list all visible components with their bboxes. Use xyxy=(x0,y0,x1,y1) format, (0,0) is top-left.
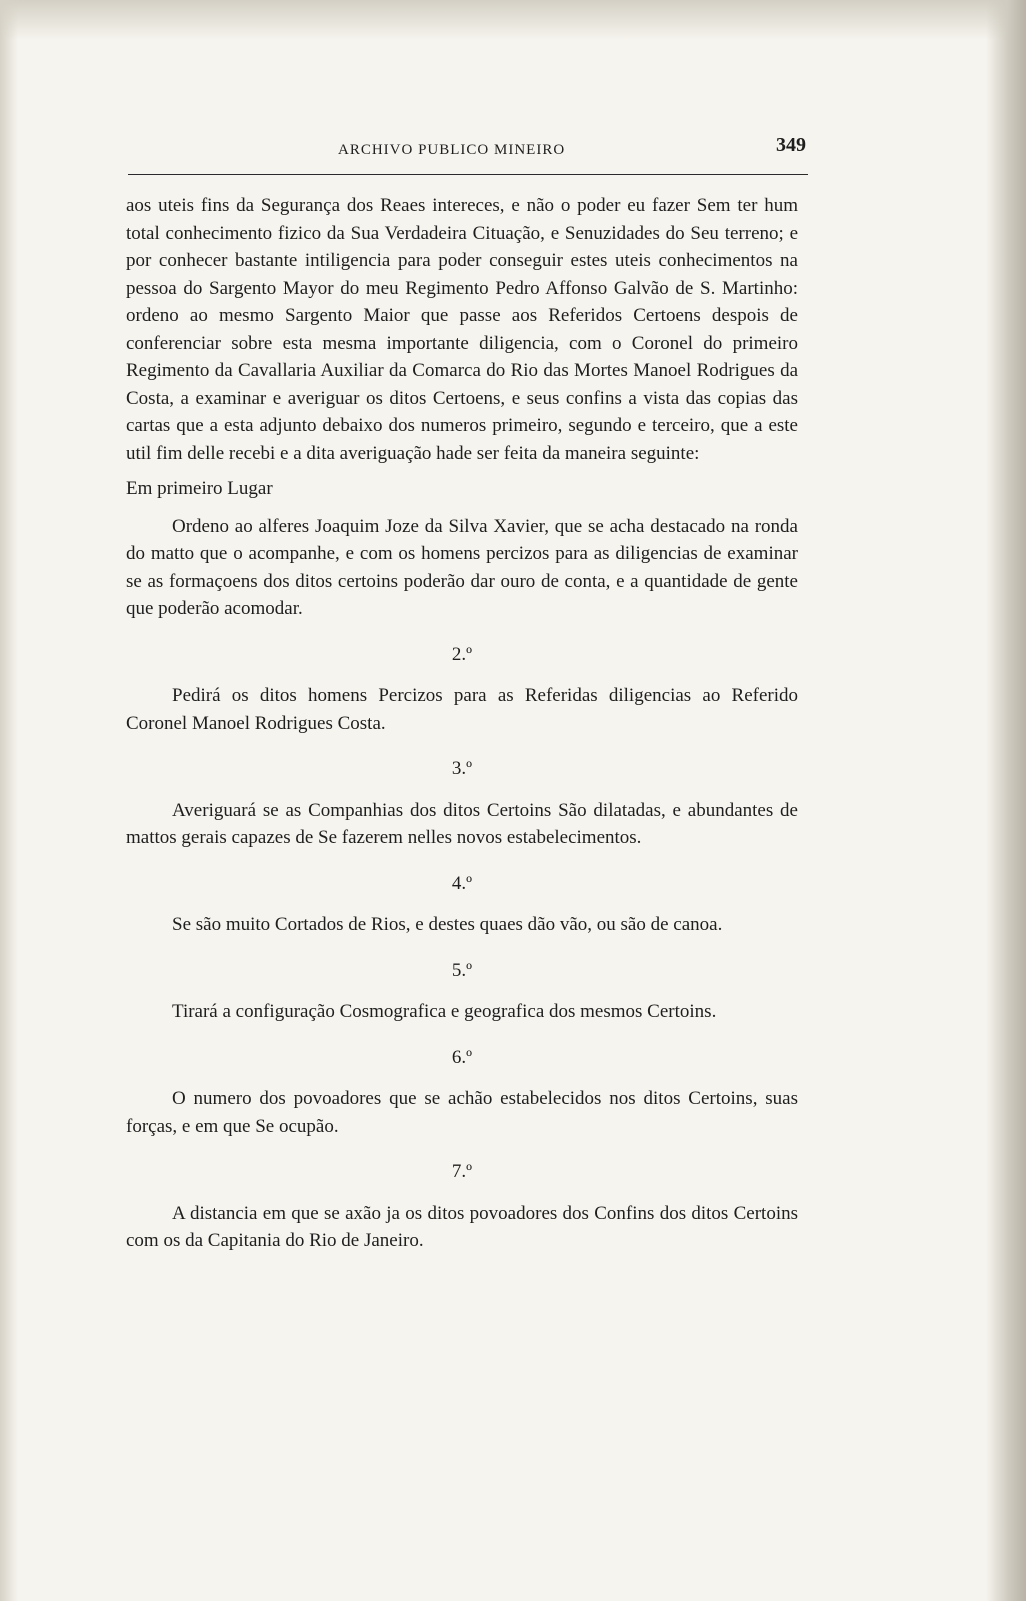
running-head: ARCHIVO PUBLICO MINEIRO xyxy=(338,142,566,158)
item-number: 5.º xyxy=(451,959,473,981)
item-text: O numero dos povoadores que se achão estabelecidos nos ditos Certoins, suas forças, e em que Se ocupão. xyxy=(126,1088,798,1137)
page-header xyxy=(128,134,806,164)
list-item xyxy=(126,1044,798,1141)
item-text: Pedirá os ditos homens Percizos para as Referidas diligencias ao Referido Coronel Manoel Rodrigues Costa. xyxy=(126,685,798,734)
list-item xyxy=(126,755,798,852)
item-text: Tirará a configuração Cosmografica e geografica dos mesmos Certoins. xyxy=(172,1001,717,1022)
scan-shadow-right xyxy=(986,0,1026,1601)
intro-paragraph: aos uteis fins da Segurança dos Reaes intereces, e não o poder eu fazer Sem ter hum total conhecimento fizico da Sua Verdadeira Cituação, e Senuzidades do Seu terreno; e por conhecer bastante intiligencia para poder conseguir estes uteis conhecimentos na pessoa do Sargento Mayor do meu Regimento Pedro Affonso Galvão de S. Martinho: ordeno ao mesmo Sargento Maior que passe aos Referidos Certoens despois de conferenciar sobre esta mesma importante diligencia, com o Coronel do primeiro Regimento da Cavallaria Auxiliar da Comarca do Rio das Mortes Manoel Rodrigues da Costa, a examinar e averiguar os ditos Certoens, e seus confins a vista das copias das cartas que a esta adjunto debaixo dos numeros primeiro, segundo e terceiro, que a este util fim delle recebi e a dita averiguação hade ser feita da maneira seguinte: xyxy=(126,195,798,464)
item-number: 6.º xyxy=(451,1046,473,1068)
item-number: 7.º xyxy=(451,1161,473,1182)
scan-shadow-left xyxy=(0,0,18,1601)
section-title: Em primeiro Lugar xyxy=(126,478,273,499)
item-text: Se são muito Cortados de Rios, e destes quaes dão vão, ou são de canoa. xyxy=(172,914,723,935)
header-rule xyxy=(128,174,808,175)
item-text: A distancia em que se axão ja os ditos povoadores dos Confins dos ditos Certoins com os da Capitania do Rio de Janeiro. xyxy=(126,1202,798,1251)
list-item xyxy=(126,641,798,738)
item-number: 2.º xyxy=(451,643,473,665)
first-item-paragraph: Ordeno ao alferes Joaquim Joze da Silva Xavier, que se acha destacado na ronda do matto que o acompanhe, e com os homens percizos para as diligencias de examinar se as formaçoens dos ditos certoins poderão dar ouro de conta, e a quantidade de gente que poderão acomodar. xyxy=(126,515,798,619)
list-item xyxy=(126,1158,798,1255)
list-item xyxy=(126,870,798,939)
item-number: 3.º xyxy=(451,758,473,779)
item-text: Averiguará se as Companhias dos ditos Certoins São dilatadas, e abundantes de mattos gerais capazes de Se fazerem nelles novos estabelecimentos. xyxy=(126,799,798,848)
document-body xyxy=(126,192,798,1255)
scan-shadow-top xyxy=(0,0,1026,40)
page-number: 349 xyxy=(776,134,806,156)
list-item xyxy=(126,957,798,1026)
item-number: 4.º xyxy=(451,872,473,894)
